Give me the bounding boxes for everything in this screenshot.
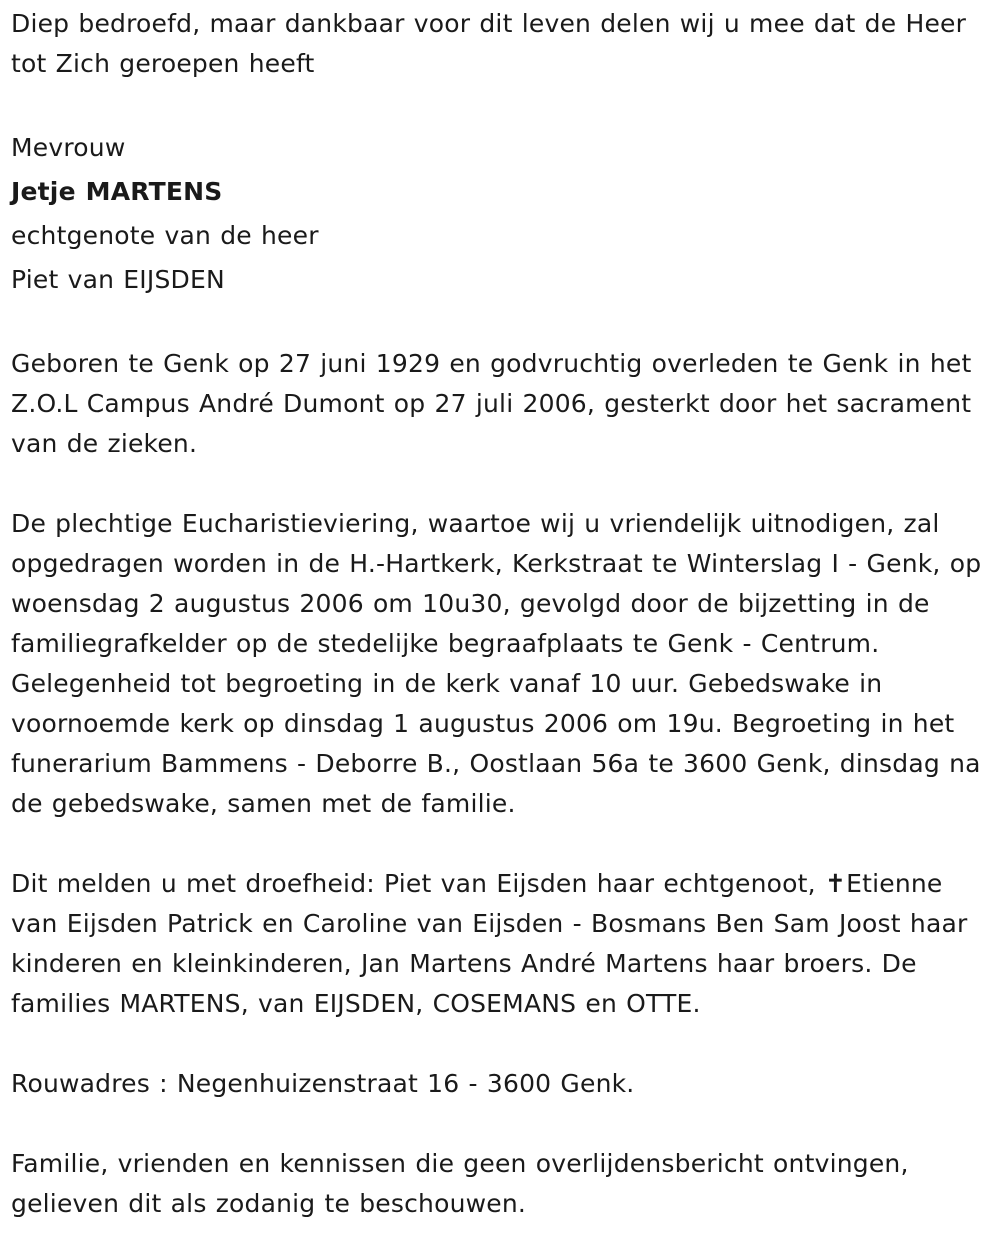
ceremony-paragraph: De plechtige Eucharistieviering, waartoe wij u vriendelijk uitnodigen, zal opgedragen worden in de H.-Hartkerk, Kerkstraat te Winterslag I - Genk, op woensdag 2 augustus 2006 om 10u30, gevolgd door de bijzetting in de familiegrafkelder op de stedelijke begraafplaats te Genk - Centrum. Gelegenheid tot begroeting in de kerk vanaf 10 uur. Gebedswake in voornoemde kerk op dinsdag 1 augustus 2006 om 19u. Begroeting in het funerarium Bammens - Deborre B., Oostlaan 56a te 3600 Genk, dinsdag na de gebedswake, samen met de familie. — [11, 509, 982, 818]
spouse-name: Piet van EIJSDEN — [11, 265, 225, 294]
spacer — [11, 1104, 991, 1144]
spacer — [11, 464, 991, 504]
intro-paragraph: Diep bedroefd, maar dankbaar voor dit leven delen wij u mee dat de Heer tot Zich geroepen heeft — [11, 9, 967, 78]
death-notice — [11, 4, 991, 1224]
spacer — [11, 84, 991, 124]
spacer — [11, 1024, 991, 1064]
family-text-start: Dit melden u met droefheid: Piet van Eijsden haar echtgenoot, — [11, 869, 825, 898]
address-line: Rouwadres : Negenhuizenstraat 16 - 3600 Genk. — [11, 1069, 635, 1098]
family-text-end: Etienne van Eijsden Patrick en Caroline van Eijsden - Bosmans Ben Sam Joost haar kinderen en kleinkinderen, Jan Martens André Martens haar broers. De families MARTENS, van EIJSDEN, COSEMANS en OTTE. — [11, 869, 968, 1018]
family-paragraph — [11, 864, 991, 1024]
salutation: Mevrouw — [11, 133, 126, 162]
birth-death-paragraph: Geboren te Genk op 27 juni 1929 en godvruchtig overleden te Genk in het Z.O.L Campus André Dumont op 27 juli 2006, gesterkt door het sacrament van de zieken. — [11, 349, 972, 458]
spouse-relation: echtgenote van de heer — [11, 221, 319, 250]
cross-icon: ✝ — [824, 869, 847, 898]
spacer — [11, 824, 991, 864]
deceased-name: Jetje MARTENS — [11, 177, 223, 206]
spacer — [11, 304, 991, 344]
closing-paragraph: Familie, vrienden en kennissen die geen overlijdensbericht ontvingen, gelieven dit als zodanig te beschouwen. — [11, 1149, 909, 1218]
deceased-block — [11, 128, 991, 300]
